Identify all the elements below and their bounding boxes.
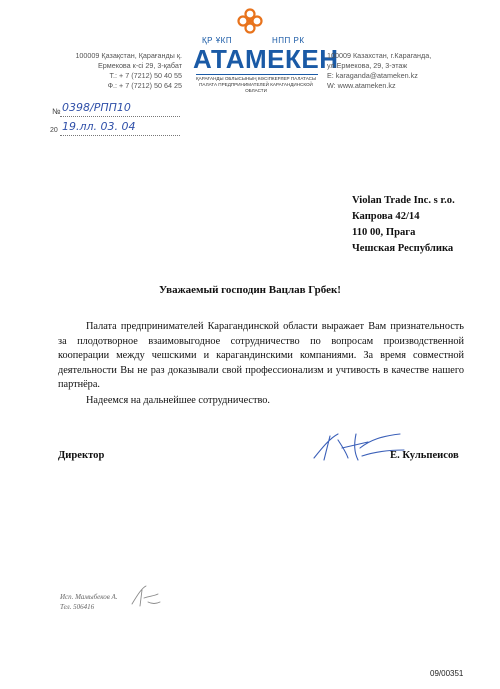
recipient-line: Капрова 42/14 — [352, 211, 420, 222]
reference-date: 19.лл. 03. 04 — [62, 120, 136, 133]
signatory-name: Е. Кульпеисов — [390, 450, 459, 461]
left-address-line: Т.: + 7 (7212) 50 40 55 — [109, 71, 182, 80]
right-address-line: E: karaganda@atameken.kz — [327, 71, 418, 80]
right-address — [327, 51, 431, 91]
salutation: Уважаемый господин Вацлав Грбек! — [159, 284, 341, 296]
executor-initials-icon — [128, 584, 162, 610]
reference-number: 0398/PПП10 — [62, 101, 131, 114]
handwritten-signature-icon — [308, 428, 408, 468]
right-address-line: W: www.atameken.kz — [327, 81, 396, 90]
left-address-line: 100009 Қазақстан, Қарағанды қ. — [75, 51, 182, 60]
atameken-emblem-icon — [236, 7, 264, 35]
logo-underline — [196, 74, 318, 75]
recipient-line: Violan Trade Inc. s r.o. — [352, 195, 455, 206]
right-address-line: ул.Ермекова, 29, 3-этаж — [327, 61, 408, 70]
reference-number-underline — [60, 116, 180, 117]
body-paragraph: Палата предпринимателей Карагандинской области выражает Вам признательность за плодотворное взаимовыгодное сотрудничество по вопросам производственной кооперации между чешскими и карагандинскими компаниями. За время совместной деятельности Вы не раз доказывали свой профессионализм и учтивость в качестве нашего партнёра. — [58, 321, 464, 391]
recipient-line: Чешская Республика — [352, 243, 454, 254]
logo-subtitle — [193, 76, 319, 94]
logo-subtitle-line: ҚАРАҒАНДЫ ОБЛЫСЫНЫҢ КӘСІПКЕРЛЕР ПАЛАТАСЫ — [195, 76, 317, 81]
executor-block — [60, 592, 118, 612]
left-address-line: Ф.: + 7 (7212) 50 64 25 — [107, 81, 182, 90]
recipient-block — [352, 193, 455, 257]
logo-name: АТАМЕКЕН — [193, 44, 339, 74]
reference-date-underline — [60, 135, 180, 136]
right-address-line: 100009 Казахстан, г.Караганда, — [327, 51, 432, 60]
reference-number-label: № — [52, 107, 61, 116]
reference-date-label: 20 — [50, 127, 58, 134]
signatory-title: Директор — [58, 450, 105, 461]
body-paragraph: Надеемся на дальнейшее сотрудничество. — [86, 394, 270, 406]
executor-name: Исп. Мамыбеков А. — [60, 593, 118, 601]
executor-phone: Тел. 506416 — [60, 603, 95, 611]
logo-left-tag: ҚР ҰКП — [202, 36, 233, 45]
recipient-line: 110 00, Прага — [352, 227, 416, 238]
logo-right-tag: НПП РК — [272, 36, 305, 45]
left-address — [72, 51, 182, 91]
logo-subtitle-line: ПАЛАТА ПРЕДПРИНИМАТЕЛЕЙ КАРАГАНДИНСКОЙ ОБЛАСТИ — [199, 82, 313, 93]
left-address-line: Ермекова к-сі 29, 3-қабат — [97, 61, 182, 70]
footer-code: 09/00351 — [430, 669, 464, 678]
letter-body — [58, 320, 464, 409]
